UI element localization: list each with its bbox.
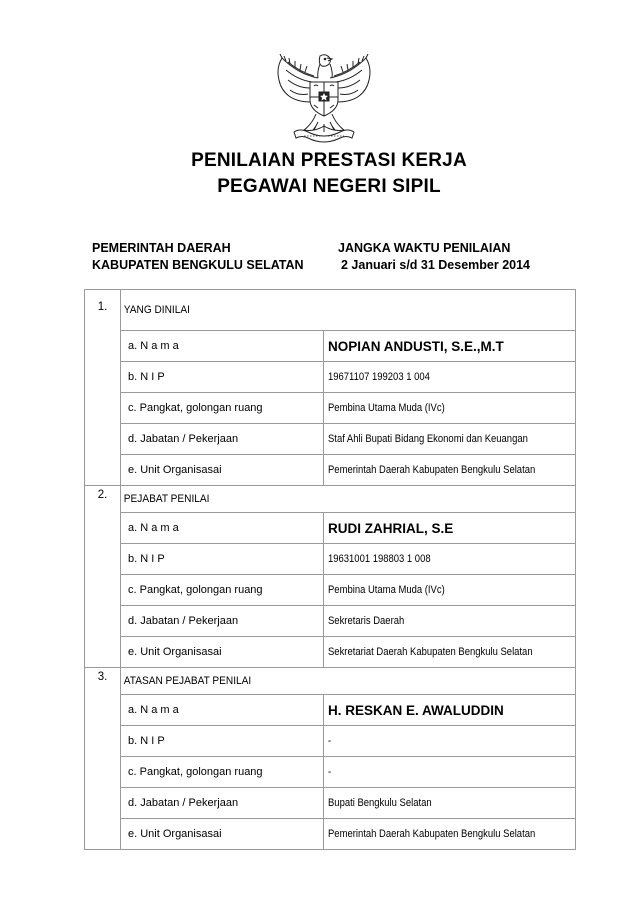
label-unit: e. Unit Organisasai xyxy=(121,637,324,668)
value-unit: Pemerintah Daerah Kabupaten Bengkulu Selatan xyxy=(324,819,576,850)
table-row xyxy=(85,575,576,606)
label-nip: b. N I P xyxy=(121,726,324,757)
value-nama: H. RESKAN E. AWALUDDIN xyxy=(324,695,576,726)
table-row xyxy=(85,544,576,575)
table-row xyxy=(85,331,576,362)
period-value: 2 Januari s/d 31 Desember 2014 xyxy=(341,258,531,272)
label-jabatan: d. Jabatan / Pekerjaan xyxy=(121,424,324,455)
label-pangkat: c. Pangkat, golongan ruang xyxy=(121,393,324,424)
table-row xyxy=(85,726,576,757)
label-nama: a. N a m a xyxy=(121,331,324,362)
table-row xyxy=(85,362,576,393)
label-pangkat: c. Pangkat, golongan ruang xyxy=(121,757,324,788)
section-heading-row xyxy=(85,668,576,695)
garuda-emblem-icon xyxy=(270,52,378,144)
label-pangkat: c. Pangkat, golongan ruang xyxy=(121,575,324,606)
value-nama: RUDI ZAHRIAL, S.E xyxy=(324,513,576,544)
value-pangkat: Pembina Utama Muda (IVc) xyxy=(324,393,576,424)
page-title-line2: PEGAWAI NEGERI SIPIL xyxy=(217,176,441,197)
label-jabatan: d. Jabatan / Pekerjaan xyxy=(121,788,324,819)
value-nip: 19671107 199203 1 004 xyxy=(324,362,576,393)
section-heading: PEJABAT PENILAI xyxy=(121,486,576,513)
agency-line2: KABUPATEN BENGKULU SELATAN xyxy=(92,258,304,272)
value-pangkat: - xyxy=(324,757,576,788)
label-jabatan: d. Jabatan / Pekerjaan xyxy=(121,606,324,637)
value-nip: 19631001 198803 1 008 xyxy=(324,544,576,575)
label-nip: b. N I P xyxy=(121,362,324,393)
value-jabatan: Sekretaris Daerah xyxy=(324,606,576,637)
label-nama: a. N a m a xyxy=(121,513,324,544)
value-jabatan: Staf Ahli Bupati Bidang Ekonomi dan Keuangan xyxy=(324,424,576,455)
table-row xyxy=(85,788,576,819)
value-nip: - xyxy=(324,726,576,757)
table-row xyxy=(85,757,576,788)
section-number: 3. xyxy=(85,668,121,850)
agency-block xyxy=(92,240,304,274)
table-row xyxy=(85,819,576,850)
table-row xyxy=(85,393,576,424)
section-heading-row xyxy=(85,290,576,331)
section-heading: YANG DINILAI xyxy=(121,290,576,331)
value-unit: Sekretariat Daerah Kabupaten Bengkulu Selatan xyxy=(324,637,576,668)
value-jabatan: Bupati Bengkulu Selatan xyxy=(324,788,576,819)
table-row xyxy=(85,695,576,726)
label-unit: e. Unit Organisasai xyxy=(121,455,324,486)
label-nama: a. N a m a xyxy=(121,695,324,726)
agency-line1: PEMERINTAH DAERAH xyxy=(92,241,231,255)
value-unit: Pemerintah Daerah Kabupaten Bengkulu Selatan xyxy=(324,455,576,486)
table-row xyxy=(85,455,576,486)
table-row xyxy=(85,637,576,668)
table-row xyxy=(85,424,576,455)
section-heading: ATASAN PEJABAT PENILAI xyxy=(121,668,576,695)
label-nip: b. N I P xyxy=(121,544,324,575)
period-heading: JANGKA WAKTU PENILAIAN xyxy=(338,241,511,255)
value-nama: NOPIAN ANDUSTI, S.E.,M.T xyxy=(324,331,576,362)
period-block xyxy=(338,240,530,274)
label-unit: e. Unit Organisasai xyxy=(121,819,324,850)
section-number: 2. xyxy=(85,486,121,668)
section-number: 1. xyxy=(85,290,121,486)
page-title-line1: PENILAIAN PRESTASI KERJA xyxy=(191,150,467,171)
value-pangkat: Pembina Utama Muda (IVc) xyxy=(324,575,576,606)
identity-table xyxy=(84,289,576,850)
table-row xyxy=(85,606,576,637)
table-row xyxy=(85,513,576,544)
section-heading-row xyxy=(85,486,576,513)
